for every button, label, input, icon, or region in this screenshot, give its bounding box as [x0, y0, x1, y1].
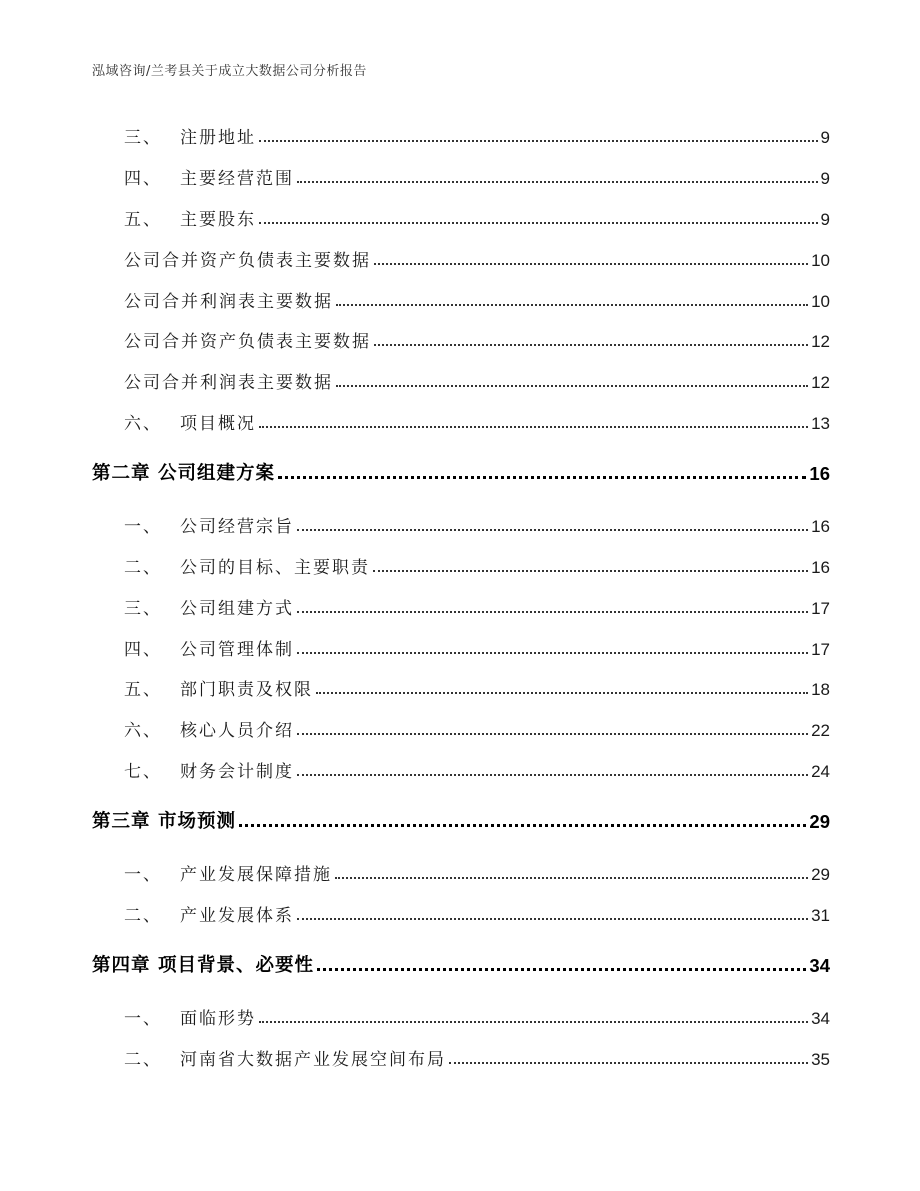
- toc-entry-title: 公司合并资产负债表主要数据: [124, 332, 371, 352]
- toc-page-number: 9: [820, 210, 830, 229]
- toc-chapter[interactable]: [92, 951, 830, 977]
- toc-page-number: 12: [811, 332, 830, 351]
- toc-page-number: 17: [811, 640, 830, 659]
- dot-leader: [297, 529, 808, 531]
- toc-entry[interactable]: [124, 859, 830, 885]
- toc-entry[interactable]: [124, 900, 830, 926]
- toc-page-number: 17: [811, 599, 830, 618]
- toc-entry-title: 五、 部门职责及权限: [124, 680, 313, 700]
- toc-entry[interactable]: [124, 1044, 830, 1070]
- toc-entry-title: 二、 河南省大数据产业发展空间布局: [124, 1050, 446, 1070]
- toc-entry-title: 公司合并利润表主要数据: [124, 292, 333, 312]
- dot-leader: [373, 570, 808, 572]
- dot-leader: [336, 304, 808, 306]
- dot-leader: [297, 181, 818, 183]
- toc-entry-title: 七、 财务会计制度: [124, 762, 294, 782]
- dot-leader: [239, 824, 806, 827]
- toc-entry-title: 二、 产业发展体系: [124, 906, 294, 926]
- toc-entry[interactable]: [124, 756, 830, 782]
- dot-leader: [259, 140, 818, 142]
- toc-chapter-title: 第四章 项目背景、必要性: [92, 955, 314, 976]
- dot-leader: [297, 733, 808, 735]
- toc-page-number: 18: [811, 680, 830, 699]
- dot-leader: [449, 1062, 808, 1064]
- dot-leader: [317, 968, 806, 971]
- toc-entry-title: 三、 注册地址: [124, 128, 256, 148]
- toc-page-number: 10: [811, 251, 830, 270]
- toc-page-number: 34: [811, 1009, 830, 1028]
- header-text: 泓域咨询/兰考县关于成立大数据公司分析报告: [92, 64, 367, 79]
- dot-leader: [297, 774, 808, 776]
- toc-page-number: 35: [811, 1050, 830, 1069]
- toc-entry-title: 四、 公司管理体制: [124, 640, 294, 660]
- toc-entry-title: 一、 面临形势: [124, 1009, 256, 1029]
- toc-page-number: 12: [811, 373, 830, 392]
- toc-entry[interactable]: [124, 511, 830, 537]
- toc-entry[interactable]: [124, 674, 830, 700]
- toc-entry[interactable]: [124, 367, 830, 393]
- dot-leader: [278, 476, 806, 479]
- toc-entry[interactable]: [124, 1003, 830, 1029]
- toc-entry[interactable]: [124, 286, 830, 312]
- dot-leader: [374, 344, 808, 346]
- dot-leader: [297, 652, 808, 654]
- toc-entry-title: 三、 公司组建方式: [124, 599, 294, 619]
- toc-chapter[interactable]: [92, 807, 830, 833]
- toc-page-number: 9: [820, 169, 830, 188]
- dot-leader: [259, 222, 818, 224]
- toc-page-number: 31: [811, 906, 830, 925]
- toc-entry[interactable]: [124, 408, 830, 434]
- dot-leader: [374, 263, 808, 265]
- toc-entry[interactable]: [124, 245, 830, 271]
- toc-page-number: 29: [811, 865, 830, 884]
- toc-entry[interactable]: [124, 163, 830, 189]
- toc-entry[interactable]: [124, 634, 830, 660]
- toc-page-number: 13: [811, 414, 830, 433]
- dot-leader: [335, 877, 808, 879]
- toc-page-number: 16: [811, 558, 830, 577]
- toc-entry-title: 二、 公司的目标、主要职责: [124, 558, 370, 578]
- dot-leader: [297, 918, 808, 920]
- toc-entry-title: 一、 产业发展保障措施: [124, 865, 332, 885]
- toc-chapter-title: 第二章 公司组建方案: [92, 463, 275, 484]
- toc-entry[interactable]: [124, 204, 830, 230]
- toc-entry-title: 公司合并资产负债表主要数据: [124, 251, 371, 271]
- toc-entry[interactable]: [124, 122, 830, 148]
- toc-page-number: 16: [809, 463, 830, 484]
- toc-page-number: 34: [809, 955, 830, 976]
- toc-page-number: 16: [811, 517, 830, 536]
- toc-page-number: 29: [809, 811, 830, 832]
- dot-leader: [316, 692, 808, 694]
- toc-entry-title: 一、 公司经营宗旨: [124, 517, 294, 537]
- toc-entry-title: 四、 主要经营范围: [124, 169, 294, 189]
- toc-chapter[interactable]: [92, 459, 830, 485]
- toc-entry-title: 六、 项目概况: [124, 414, 256, 434]
- toc-chapter-title: 第三章 市场预测: [92, 811, 236, 832]
- toc-entry-title: 五、 主要股东: [124, 210, 256, 230]
- toc-entry-title: 六、 核心人员介绍: [124, 721, 294, 741]
- dot-leader: [336, 385, 808, 387]
- toc-entry[interactable]: [124, 552, 830, 578]
- dot-leader: [259, 1021, 808, 1023]
- toc-entry[interactable]: [124, 593, 830, 619]
- toc-entry-title: 公司合并利润表主要数据: [124, 373, 333, 393]
- toc-page-number: 9: [820, 128, 830, 147]
- dot-leader: [297, 611, 808, 613]
- toc-entry[interactable]: [124, 326, 830, 352]
- toc-page-number: 10: [811, 292, 830, 311]
- toc-entry[interactable]: [124, 715, 830, 741]
- toc-page-number: 24: [811, 762, 830, 781]
- dot-leader: [259, 426, 808, 428]
- toc-page-number: 22: [811, 721, 830, 740]
